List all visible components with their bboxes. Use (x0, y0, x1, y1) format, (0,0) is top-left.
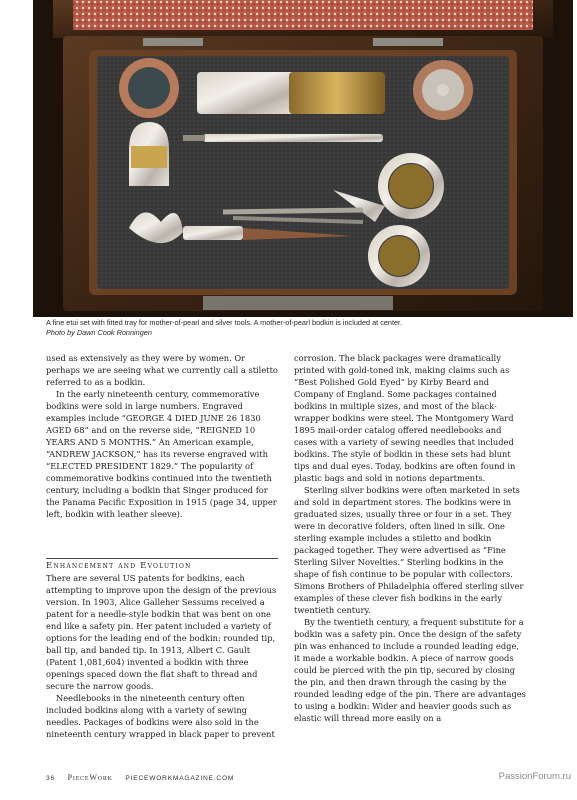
paragraph: used as extensively as they were by women. Or perhaps we are seeing what we currently call a stiletto referred to as a bodkin. (46, 353, 278, 387)
photo-credit: Photo by Dawn Cook Ronningen (46, 327, 152, 337)
left-column (46, 352, 278, 520)
right-column (294, 352, 526, 724)
caption-text: A fine etui set with fitted tray for mother-of-pearl and silver tools. A mother-of-pearl bodkin is included at center. (46, 318, 403, 327)
page-footer (46, 773, 244, 782)
paragraph: In the early nineteenth century, commemorative bodkins were sold in large numbers. Engraved examples include “GEORGE 4 DIED JUNE 26 1830 AGED 68” and on the reverse side, “REIGNED 10 YEARS AND 5 MONTHS.” An American example, “ANDREW JACKSON,” has its reverse engraved with “ELECTED PRESIDENT 1829.” The popularity of commemorative bodkins continued into the twentieth century, including a bodkin that Singer produced for the Panama Pacific Exposition in 1915 (page 34, upper left, bodkin with leather sleeve). (46, 389, 277, 519)
section-body (46, 572, 278, 740)
section-enhancement (46, 558, 278, 740)
watermark: PassionForum.ru (498, 771, 571, 782)
paragraph: There are several US patents for bodkins, each attempting to improve upon the design of the previous version. In 1903, Alice Galleher Sessums received a patent for a needle-style bodkin that was bent on one end like a safety pin. Her patent included a variety of options for the leading end of the bodkin: rounded tip, ball tip, and banded tip. In 1913, Albert C. Gault (Patent 1,081,604) invented a bodkin with three openings spaced down the flat shaft to thread and secure the narrow goods. (46, 573, 277, 691)
paragraph: Sterling silver bodkins were often marketed in sets and sold in department stores. The bodkins were in graduated sizes, usually three or four in a set. They were in decorative folders, often lined in silk. One sterling example includes a stiletto and bodkin packaged together. They were advertised as “Fine Sterling Silver Novelties.” Sterling bodkins in the shape of fish continue to be popular with collectors. Simons Brothers of Philadelphia offered sterling silver examples of these clever fish bodkins in the early twentieth century. (294, 485, 524, 615)
magazine-website: PIECEWORKMAGAZINE.COM (125, 775, 235, 782)
section-heading: Enhancement and Evolution (46, 561, 192, 571)
etui-set-image (33, 0, 573, 317)
page-number: 36 (46, 775, 55, 782)
paragraph: By the twentieth century, a frequent substitute for a bodkin was a safety pin. Once the design of the safety pin was enhanced to include a rounded leading edge, it made a workable bodkin. A piece of narrow goods could be pierced with the pin tip, secured by closing the pin, and then drawn through the casing by the rounded leading edge of the pin. There are advantages to using a bodkin: Wider and heavier goods such as elastic will thread more easily on a (294, 617, 526, 723)
paragraph: Needlebooks in the nineteenth century often included bodkins along with a variety of sewing needles. Packages of bodkins were also sold in the nineteenth century wrapped in black paper to prevent (46, 693, 275, 739)
photo-caption (46, 318, 566, 337)
paragraph: corrosion. The black packages were dramatically printed with gold-toned ink, making claims such as “Best Polished Gold Eyed” by Kirby Beard and Company of England. Some packages contained bodkins in multiple sizes, and most of the black-wrapper bodkins were steel. The Montgomery Ward 1895 mail-order catalog offered needlebooks and cases with a variety of sewing needles that included bodkins. The style of bodkin in these sets had blunt tips and dual eyes. Today, bodkins are often found in plastic bags and sold in notions departments. (294, 353, 516, 483)
magazine-name: PieceWork (67, 773, 113, 782)
etui-photo (33, 0, 573, 317)
